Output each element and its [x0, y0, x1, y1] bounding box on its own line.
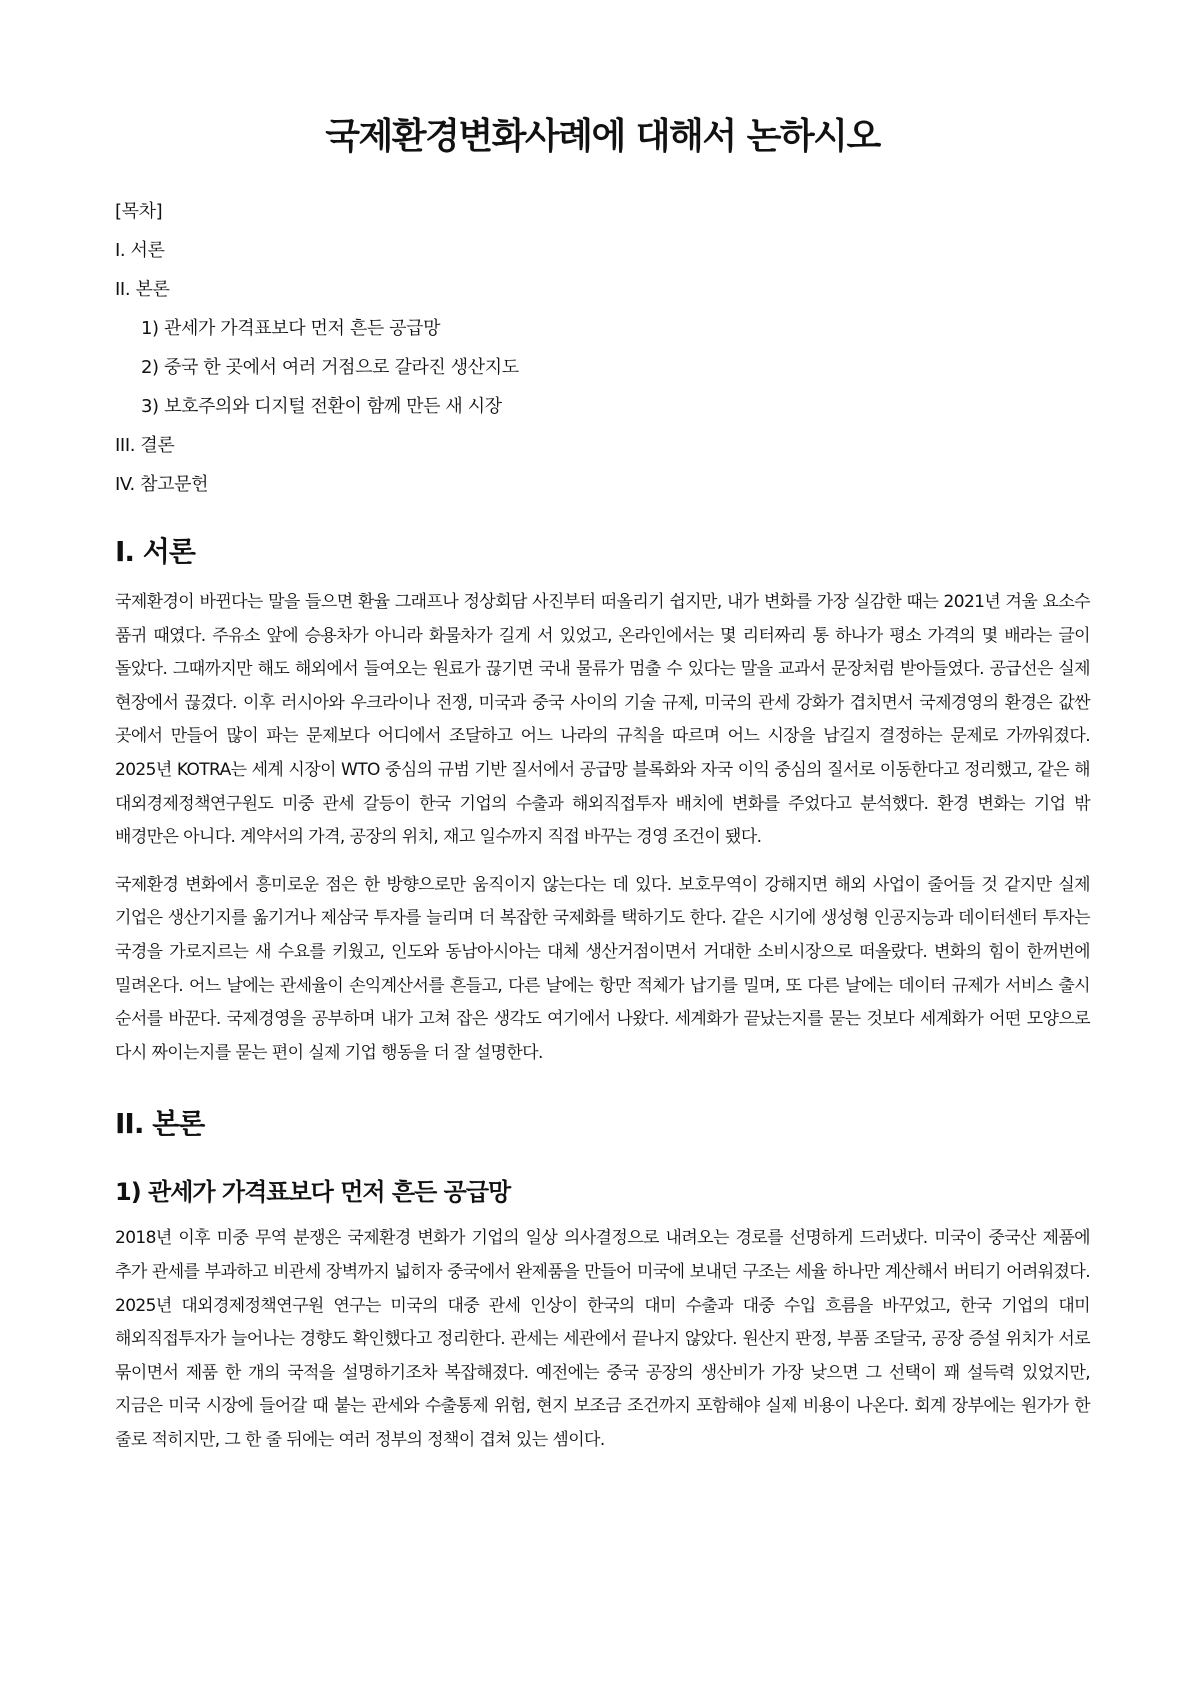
toc-item-body-1: 1) 관세가 가격표보다 먼저 흔든 공급망 [141, 318, 441, 339]
toc-heading: [목차] [115, 201, 163, 222]
toc-item-conclusion: III. 결론 [115, 435, 175, 456]
table-of-contents [115, 192, 1090, 504]
toc-item-body-3: 3) 보호주의와 디지털 전환이 함께 만든 새 시장 [141, 396, 502, 417]
body-heading: II. 본론 [115, 1107, 205, 1141]
intro-paragraph-1: 국제환경이 바뀐다는 말을 들으면 환율 그래프나 정상회담 사진부터 떠올리기 쉽지만, 내가 변화를 가장 실감한 때는 2021년 겨울 요소수 품귀 때였다. 주유소 앞에 승용차가 아니라 화물차가 길게 서 있었고, 온라인에서는 몇 리터짜리 통 하나가 평소 가격의 몇 배라는 글이 돌았다. 그때까지만 해도 해외에서 들여오는 원료가 끊기면 국내 물류가 멈출 수 있다는 말을 교과서 문장처럼 받아들였다. 공급선은 실제 현장에서 끊겼다. 이후 러시아와 우크라이나 전쟁, 미국과 중국 사이의 기술 규제, 미국의 관세 강화가 겹치면서 국제경영의 환경은 값싼 곳에서 만들어 많이 파는 문제보다 어디에서 조달하고 어느 나라의 규칙을 따르며 어느 시장을 남길지 결정하는 문제로 가까워졌다. 2025년 KOTRA는 세계 시장이 WTO 중심의 규범 기반 질서에서 공급망 블록화와 자국 이익 중심의 질서로 이동한다고 정리했고, 같은 해 대외경제정책연구원도 미중 관세 갈등이 한국 기업의 수출과 해외직접투자 배치에 변화를 주었다고 분석했다. 환경 변화는 기업 밖 배경만은 아니다. 계약서의 가격, 공장의 위치, 재고 일수까지 직접 바꾸는 경영 조건이 됐다. [115, 592, 1090, 848]
body-subsection-1-heading: 1) 관세가 가격표보다 먼저 흔든 공급망 [115, 1178, 511, 1207]
intro-heading: I. 서론 [115, 535, 195, 568]
toc-item-references: IV. 참고문헌 [115, 474, 209, 495]
intro-section [115, 532, 1090, 1070]
toc-item-body: II. 본론 [115, 279, 170, 300]
toc-item-body-2: 2) 중국 한 곳에서 여러 거점으로 갈라진 생산지도 [141, 357, 519, 378]
toc-item-intro: I. 서론 [115, 240, 165, 261]
body-section [115, 1104, 1090, 1457]
body-subsection-1-paragraph-1: 2018년 이후 미중 무역 분쟁은 국제환경 변화가 기업의 일상 의사결정으로 내려오는 경로를 선명하게 드러냈다. 미국이 중국산 제품에 추가 관세를 부과하고 비관세 장벽까지 넓히자 중국에서 완제품을 만들어 미국에 보내던 구조는 세율 하나만 계산해서 버티기 어려워졌다. 2025년 대외경제정책연구원 연구는 미국의 대중 관세 인상이 한국의 대미 수출과 대중 수입 흐름을 바꾸었고, 한국 기업의 대미 해외직접투자가 늘어나는 경향도 확인했다고 정리한다. 관세는 세관에서 끝나지 않았다. 원산지 판정, 부품 조달국, 공장 증설 위치가 서로 묶이면서 제품 한 개의 국적을 설명하기조차 복잡해졌다. 예전에는 중국 공장의 생산비가 가장 낮으면 그 선택이 꽤 설득력 있었지만, 지금은 미국 시장에 들어갈 때 붙는 관세와 수출통제 위험, 현지 보조금 조건까지 포함해야 실제 비용이 나온다. 회계 장부에는 원가가 한 줄로 적히지만, 그 한 줄 뒤에는 여러 정부의 정책이 겹쳐 있는 셈이다. [115, 1228, 1090, 1450]
intro-paragraph-2: 국제환경 변화에서 흥미로운 점은 한 방향으로만 움직이지 않는다는 데 있다. 보호무역이 강해지면 해외 사업이 줄어들 것 같지만 실제 기업은 생산기지를 옮기거나 제삼국 투자를 늘리며 더 복잡한 국제화를 택하기도 한다. 같은 시기에 생성형 인공지능과 데이터센터 투자는 국경을 가로지르는 새 수요를 키웠고, 인도와 동남아시아는 대체 생산거점이면서 거대한 소비시장으로 떠올랐다. 변화의 힘이 한꺼번에 밀려온다. 어느 날에는 관세율이 손익계산서를 흔들고, 다른 날에는 항만 적체가 납기를 밀며, 또 다른 날에는 데이터 규제가 서비스 출시 순서를 바꾼다. 국제경영을 공부하며 내가 고쳐 잡은 생각도 여기에서 나왔다. 세계화가 끝났는지를 묻는 것보다 세계화가 어떤 모양으로 다시 짜이는지를 묻는 편이 실제 기업 행동을 더 잘 설명한다. [115, 874, 1090, 1063]
body-subsection-1 [115, 1174, 1090, 1457]
document-title: 국제환경변화사례에 대해서 논하시오 [325, 116, 880, 157]
